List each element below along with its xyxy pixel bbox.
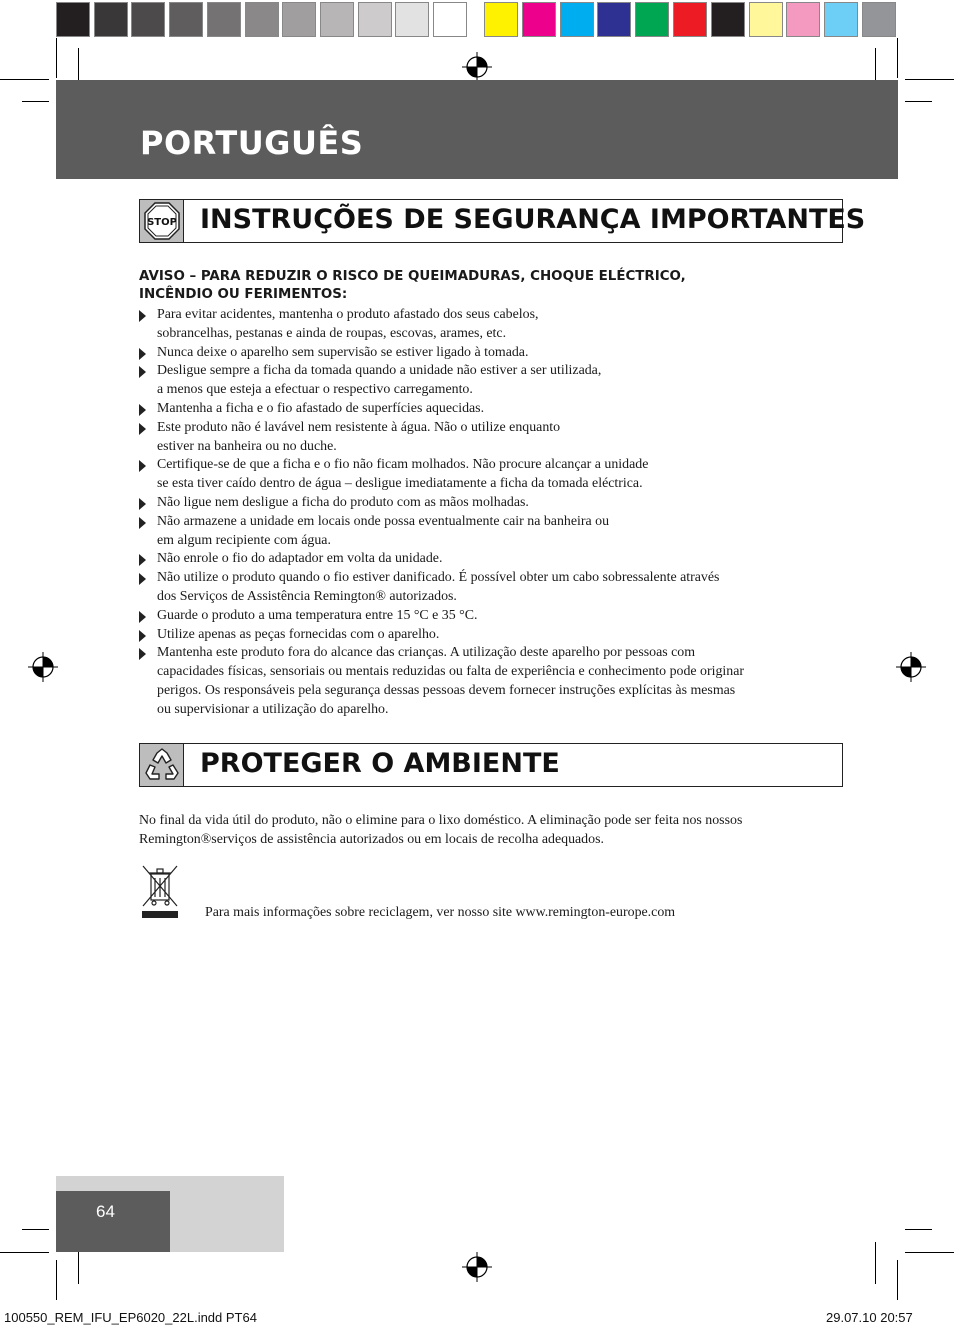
list-item-line: Não enrole o fio do adaptador em volta da unidade. xyxy=(157,551,443,567)
list-item-line: em algum recipiente com água. xyxy=(157,532,331,548)
safety-instructions-list xyxy=(139,306,843,720)
bullet-arrow-icon xyxy=(139,404,146,416)
list-item-line: ou supervisionar a utilização do aparelho. xyxy=(157,701,389,717)
warning-line: INCÊNDIO OU FERIMENTOS: xyxy=(139,287,348,302)
list-item xyxy=(139,306,843,344)
process-color-swatch xyxy=(484,2,518,37)
list-item xyxy=(139,362,843,400)
list-item-line: Guarde o produto a uma temperatura entre 15 °C e 35 °C. xyxy=(157,607,478,623)
list-item-line: dos Serviços de Assistência Remington® autorizados. xyxy=(157,588,457,604)
file-slug: 100550_REM_IFU_EP6020_22L.indd PT64 xyxy=(4,1310,257,1325)
list-item-line: Utilize apenas as peças fornecidas com o aparelho. xyxy=(157,626,440,642)
environment-icon-cell xyxy=(140,744,184,786)
list-item xyxy=(139,513,843,551)
list-item xyxy=(139,550,843,569)
list-item xyxy=(139,456,843,494)
process-color-swatch xyxy=(560,2,594,37)
gray-swatch xyxy=(320,2,354,37)
bullet-arrow-icon xyxy=(139,498,146,510)
process-color-swatch xyxy=(749,2,783,37)
bullet-arrow-icon xyxy=(139,611,146,623)
gray-swatch xyxy=(56,2,90,37)
list-item xyxy=(139,419,843,457)
list-item xyxy=(139,607,843,626)
bullet-arrow-icon xyxy=(139,460,146,472)
bullet-arrow-icon xyxy=(139,517,146,529)
list-item xyxy=(139,569,843,607)
safety-icon-cell xyxy=(140,200,184,242)
date-slug: 29.07.10 20:57 xyxy=(826,1310,913,1325)
list-item xyxy=(139,626,843,645)
list-item-line: Para evitar acidentes, mantenha o produto afastado dos seus cabelos, xyxy=(157,307,539,322)
gray-swatch xyxy=(282,2,316,37)
list-item-line: sobrancelhas, pestanas e ainda de roupas, escovas, arames, etc. xyxy=(157,325,507,341)
warning-line: AVISO – PARA REDUZIR O RISCO DE QUEIMADURAS, CHOQUE ELÉCTRICO, xyxy=(139,269,686,284)
gray-swatch xyxy=(433,2,467,37)
list-item-line: perigos. Os responsáveis pela segurança dessas pessoas devem fornecer instruções explícitas às mesmas xyxy=(157,682,736,698)
list-item-line: capacidades físicas, sensoriais ou mentais reduzidas ou falta de experiência e conhecimento pode originar xyxy=(157,664,745,680)
list-item-line: Não utilize o produto quando o fio estiver danificado. É possível obter um cabo sobressalente através xyxy=(157,570,720,586)
list-item xyxy=(139,494,843,513)
warning-heading xyxy=(139,268,843,304)
bullet-arrow-icon xyxy=(139,423,146,435)
process-color-swatch xyxy=(711,2,745,37)
page-title: PORTUGUÊS xyxy=(140,124,364,162)
environment-text-line: No final da vida útil do produto, não o elimine para o lixo doméstico. A eliminação pode ser feita nos nossos xyxy=(139,813,743,828)
environment-section-header xyxy=(139,743,843,787)
safety-section-header xyxy=(139,199,866,243)
list-item-line: a menos que esteja a efectuar o respectivo carregamento. xyxy=(157,382,473,398)
bullet-arrow-icon xyxy=(139,648,146,660)
list-item-line: se esta tiver caído dentro de água – desligue imediatamente a ficha da tomada eléctrica. xyxy=(157,476,643,492)
list-item xyxy=(139,344,843,363)
gray-swatch xyxy=(358,2,392,37)
list-item-line: Não ligue nem desligue a ficha do produto com as mãos molhadas. xyxy=(157,494,529,510)
safety-title: INSTRUÇÕES DE SEGURANÇA IMPORTANTES xyxy=(200,204,866,235)
process-color-swatch xyxy=(597,2,631,37)
page-number: 64 xyxy=(96,1202,115,1221)
list-item-line: Este produto não é lavável nem resistente à água. Não o utilize enquanto xyxy=(157,419,561,435)
list-item xyxy=(139,400,843,419)
gray-swatch xyxy=(131,2,165,37)
list-item-line: Certifique-se de que a ficha e o fio não ficam molhados. Não procure alcançar a unidade xyxy=(157,457,649,473)
stop-sign-icon xyxy=(140,200,184,242)
process-color-swatch xyxy=(673,2,707,37)
list-item-line: estiver na banheira ou no duche. xyxy=(157,438,337,454)
environment-text-line: Remington®serviços de assistência autorizados ou em locais de recolha adequados. xyxy=(139,832,604,847)
list-item-line: Desligue sempre a ficha da tomada quando a unidade não estiver a ser utilizada, xyxy=(157,363,602,379)
color-calibration-bar xyxy=(56,0,898,40)
list-item xyxy=(139,644,843,719)
process-color-swatch xyxy=(862,2,896,37)
gray-swatch xyxy=(207,2,241,37)
recycle-icon xyxy=(140,744,184,786)
registration-mark-icon xyxy=(462,52,492,82)
bullet-arrow-icon xyxy=(139,366,146,378)
stop-label: STOP xyxy=(147,217,177,228)
bullet-arrow-icon xyxy=(139,554,146,566)
registration-mark-icon xyxy=(462,1252,492,1282)
gray-swatch xyxy=(94,2,128,37)
bullet-arrow-icon xyxy=(139,348,146,360)
list-item-line: Nunca deixe o aparelho sem supervisão se estiver ligado à tomada. xyxy=(157,344,529,360)
list-item-line: Não armazene a unidade em locais onde possa eventualmente cair na banheira ou xyxy=(157,513,610,529)
process-color-swatch xyxy=(786,2,820,37)
recycle-info-text: Para mais informações sobre reciclagem, ver nosso site www.remington-europe.com xyxy=(205,905,676,920)
bullet-arrow-icon xyxy=(139,573,146,585)
registration-mark-icon xyxy=(896,652,926,682)
process-color-swatch xyxy=(824,2,858,37)
environment-title: PROTEGER O AMBIENTE xyxy=(200,748,560,779)
gray-swatch xyxy=(169,2,203,37)
crossed-out-bin-icon xyxy=(140,860,180,920)
registration-mark-icon xyxy=(28,652,58,682)
list-item-line: Mantenha a ficha e o fio afastado de superfícies aquecidas. xyxy=(157,400,485,416)
gray-swatch xyxy=(245,2,279,37)
gray-swatch xyxy=(395,2,429,37)
environment-text xyxy=(139,811,849,849)
process-color-swatch xyxy=(522,2,556,37)
bullet-arrow-icon xyxy=(139,310,146,322)
bullet-arrow-icon xyxy=(139,630,146,642)
list-item-line: Mantenha este produto fora do alcance das crianças. A utilização deste aparelho por pessoas com xyxy=(157,645,696,661)
process-color-swatch xyxy=(635,2,669,37)
